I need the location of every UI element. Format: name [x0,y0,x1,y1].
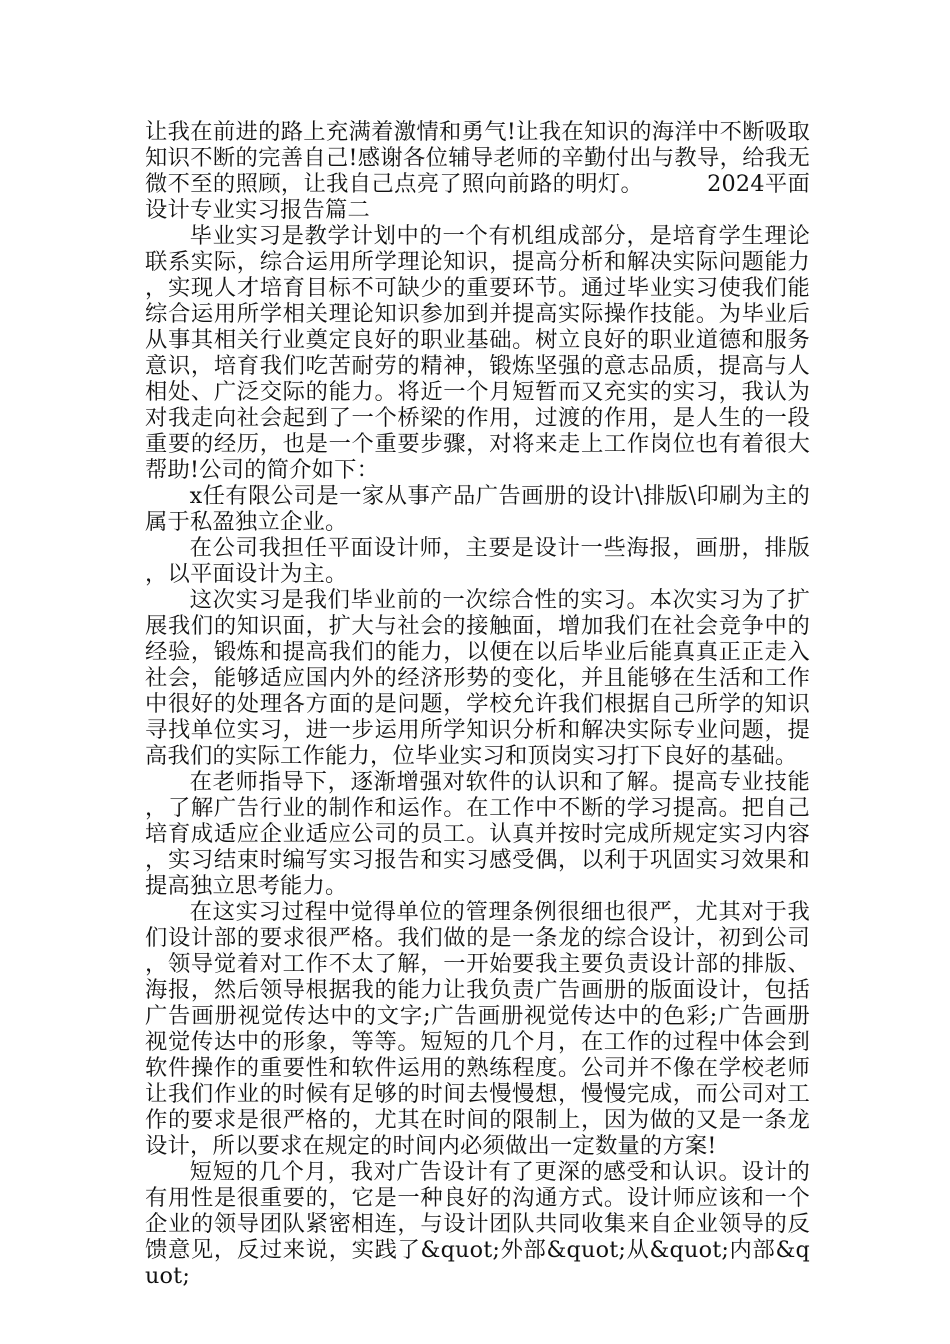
paragraph-work-process: 在这实习过程中觉得单位的管理条例很细也很严，尤其对于我们设计部的要求很严格。我们做的是一条龙的综合设计，初到公司，领导觉着对工作不太了解，一开始要我主要负责设计部的排版、海报，然后领导根据我的能力让我负责广告画册的版面设计，包括广告画册视觉传达中的文字;广告画册视觉传达中的色彩;广告画册视觉传达中的形象，等等。短短的几个月，在工作的过程中体会到软件操作的重要性和软件运用的熟练程度。公司并不像在学校老师让我们作业的时候有足够的时间去慢慢想，慢慢完成，而公司对工作的要求是很严格的，尤其在时间的限制上，因为做的又是一条龙设计，所以要求在规定的时间内必须做出一定数量的方案! [145,899,810,1159]
paragraph-teacher-guidance: 在老师指导下，逐渐增强对软件的认识和了解。提高专业技能，了解广告行业的制作和运作。在工作中不断的学习提高。把自己培育成适应企业适应公司的员工。认真并按时完成所规定实习内容，实习结束时编写实习报告和实习感受偶，以利于巩固实习效果和提高独立思考能力。 [145,769,810,899]
document-body [145,119,810,1289]
section-heading: 2024平面设计专业实习报告篇二 [145,171,810,223]
paragraph-comprehensive-internship: 这次实习是我们毕业前的一次综合性的实习。本次实习为了扩展我们的知识面，扩大与社会的接触面，增加我们在社会竞争中的经验，锻炼和提高我们的能力，以便在以后毕业后能真真正正走入社会，能够适应国内外的经济形势的变化，并且能够在生活和工作中很好的处理各方面的是问题，学校允许我们根据自己所学的知识寻找单位实习，进一步运用所学知识分析和解决实际专业问题，提高我们的实际工作能力，位毕业实习和顶岗实习打下良好的基础。 [145,587,810,769]
paragraph-company-intro: x任有限公司是一家从事产品广告画册的设计\排版\印刷为主的属于私盈独立企业。 [145,483,810,535]
paragraph-role: 在公司我担任平面设计师，主要是设计一些海报，画册，排版，以平面设计为主。 [145,535,810,587]
paragraph-closing [145,119,810,223]
paragraph-internship-purpose: 毕业实习是教学计划中的一个有机组成部分，是培育学生理论联系实际，综合运用所学理论知识，提高分析和解决实际问题能力，实现人才培育目标不可缺少的重要环节。通过毕业实习使我们能综合运用所学相关理论知识参加到并提高实际操作技能。为毕业后从事其相关行业奠定良好的职业基础。树立良好的职业道德和服务意识，培育我们吃苦耐劳的精神，锻炼坚强的意志品质，提高与人相处、广泛交际的能力。将近一个月短暂而又充实的实习，我认为对我走向社会起到了一个桥梁的作用，过渡的作用，是人生的一段重要的经历，也是一个重要步骤，对将来走上工作岗位也有着很大帮助!公司的简介如下： [145,223,810,483]
paragraph-text: 让我在前进的路上充满着激情和勇气!让我在知识的海洋中不断吸取知识不断的完善自己!感谢各位辅导老师的辛勤付出与教导，给我无微不至的照顾，让我自己点亮了照向前路的明灯。 [145,119,810,197]
paragraph-design-insight: 短短的几个月，我对广告设计有了更深的感受和认识。设计的有用性是很重要的，它是一种良好的沟通方式。设计师应该和一个企业的领导团队紧密相连，与设计团队共同收集来自企业领导的反馈意见，反过来说，实践了&quot;外部&quot;从&quot;内部&quot; [145,1159,810,1289]
